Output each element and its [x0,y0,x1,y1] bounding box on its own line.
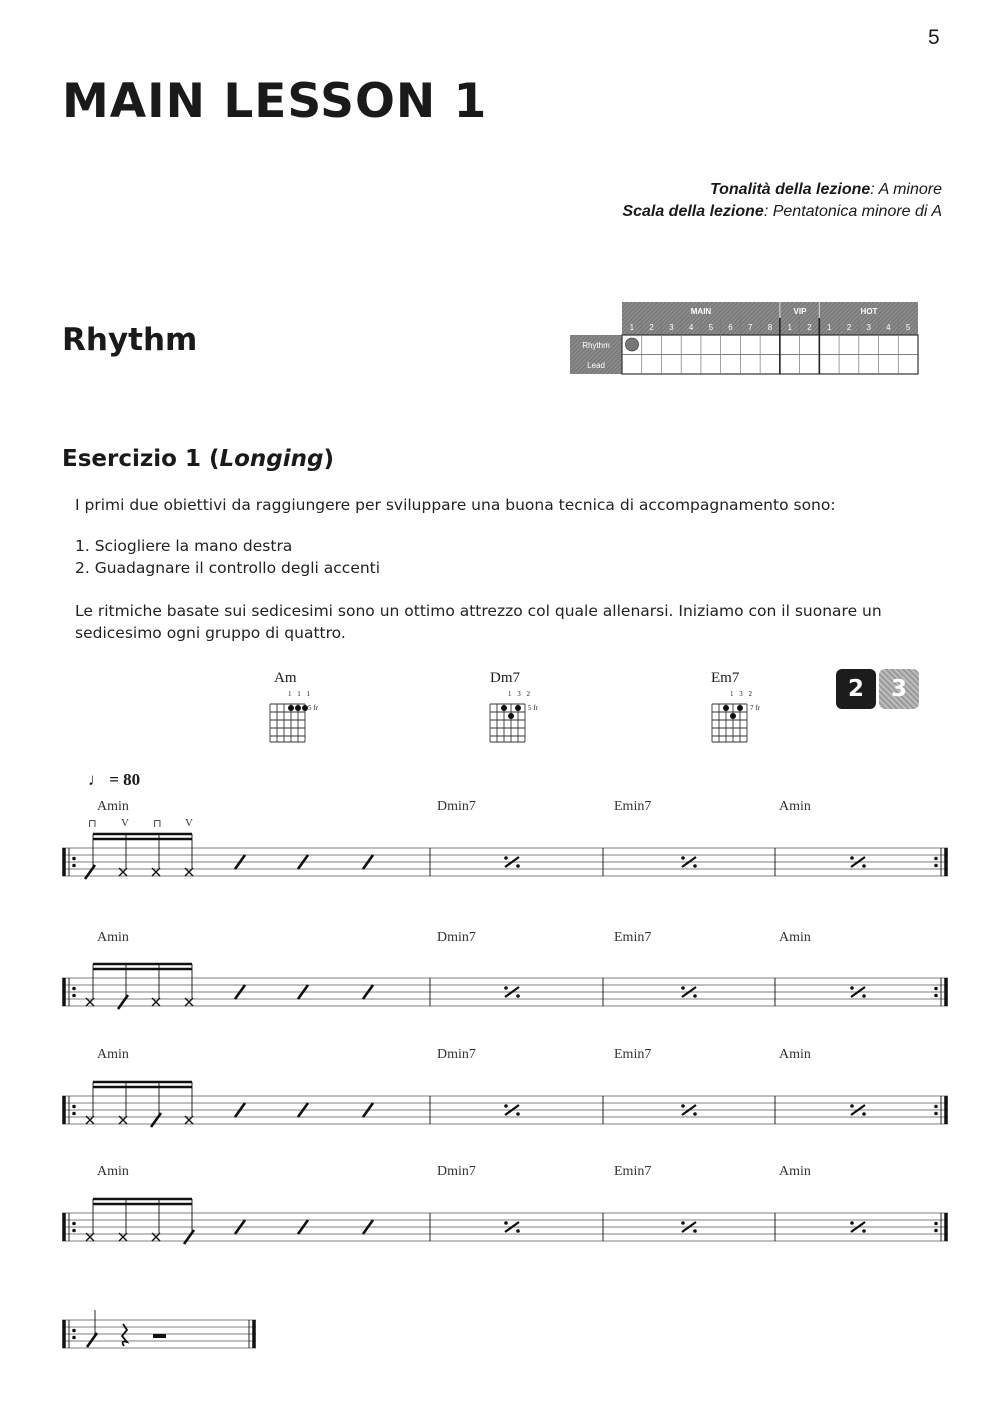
staff-chord-label: Amin [779,1164,811,1179]
section-title: Rhythm [62,322,198,358]
measure-repeat-dot [693,864,697,868]
table-col-number: 8 [767,323,773,332]
quarter-note-icon: ♩ [88,770,105,789]
pick-mark: V [121,817,129,829]
lesson-key-label: Tonalità della lezione [709,181,871,198]
staff-chord-label: Emin7 [614,1047,652,1062]
staff-chord-label: Dmin7 [437,1047,476,1062]
measure-repeat-dot [693,1229,697,1233]
table-col-number: 1 [826,323,832,332]
table-group-vip: VIP [793,307,807,316]
measure-repeat-dot [850,1221,854,1225]
track-badge-3: 3 [879,669,919,709]
page-title: MAIN LESSON 1 [62,74,488,129]
repeat-dot [934,1105,938,1109]
repeat-dot [934,1222,938,1226]
staff-chord-label: Emin7 [614,799,652,814]
fret-label: 5 fr [308,704,318,712]
exercise-title-song: Longing [219,446,324,472]
table-col-number: 4 [886,323,891,332]
repeat-dot [72,994,76,998]
table-row-lead: Lead [587,361,605,370]
table-row-rhythm: Rhythm [582,341,610,350]
staff-chord-label: Emin7 [614,1164,652,1179]
measure-repeat-dot [516,864,520,868]
table-group-hot: HOT [860,307,878,316]
measure-repeat-dot [681,986,685,990]
chord-fingering: 1 3 2 [508,690,532,698]
exercise-paragraph: Le ritmiche basate sui sedicesimi sono un ottimo attrezzo col quale allenarsi. Iniziamo con il suonare un sedicesimo ogni gruppo di quattro. [75,602,882,642]
measure-repeat-dot [516,1229,520,1233]
measure-repeat-dot [516,994,520,998]
chord-name: Dm7 [490,670,520,686]
table-col-number: 1 [629,323,635,332]
repeat-dot [72,1329,76,1333]
staff-chord-label: Amin [779,1047,811,1062]
repeat-dot [72,857,76,861]
measure-repeat-dot [850,986,854,990]
pick-mark: V [185,817,193,829]
table-col-number: 7 [748,323,753,332]
half-rest [153,1334,166,1338]
measure-repeat-dot [850,856,854,860]
measure-repeat-dot [862,1229,866,1233]
fret-label: 5 fr [528,704,538,712]
measure-repeat-dot [504,1221,508,1225]
track-badge-2: 2 [836,669,876,709]
repeat-dot [934,1229,938,1233]
staff-chord-label: Amin [97,1164,129,1179]
repeat-dot [934,864,938,868]
table-col-number: 4 [688,323,694,332]
measure-repeat-dot [516,1112,520,1116]
fret-label: 7 fr [750,704,760,712]
slash-notehead [184,1230,194,1244]
repeat-dot [72,864,76,868]
staff-chord-label: Amin [97,930,129,945]
measure-repeat-dot [681,1104,685,1108]
staff-chord-label: Amin [97,1047,129,1062]
pick-mark: ⊓ [153,818,162,830]
staff-chord-label: Amin [779,930,811,945]
measure-repeat-dot [862,1112,866,1116]
staff-chord-label: Dmin7 [437,799,476,814]
table-col-number: 2 [846,323,852,332]
measure-repeat-dot [862,864,866,868]
staff-chord-label: Amin [779,799,811,814]
staff-chord-label: Amin [97,799,129,814]
measure-repeat-dot [693,994,697,998]
table-col-number: 6 [728,323,733,332]
repeat-dot [72,987,76,991]
repeat-dot [934,987,938,991]
lesson-key-value: : A minore [870,181,942,198]
measure-repeat-dot [504,856,508,860]
pick-mark: ⊓ [88,818,97,830]
page-number: 5 [928,26,940,49]
table-col-number: 5 [708,323,714,332]
staff-chord-label: Dmin7 [437,1164,476,1179]
table-col-number: 2 [807,323,812,332]
staff-chord-label: Dmin7 [437,930,476,945]
measure-repeat-dot [504,1104,508,1108]
chord-name: Am [274,670,297,686]
measure-repeat-dot [850,1104,854,1108]
repeat-dot [934,994,938,998]
repeat-dot [72,1336,76,1340]
slash-notehead [151,1113,161,1127]
lesson-scale-value: : Pentatonica minore di A [763,203,942,220]
exercise-intro: I primi due obiettivi da raggiungere per sviluppare una buona tecnica di accompagnamento sono: [75,496,836,514]
repeat-dot [72,1105,76,1109]
measure-repeat-dot [693,1112,697,1116]
measure-repeat-dot [681,856,685,860]
exercise-title-suffix: ) [323,446,335,472]
table-col-number: 1 [787,323,792,332]
slash-notehead [87,1333,97,1347]
table-col-number: 2 [649,323,654,332]
table-group-main: MAIN [690,307,712,316]
slash-notehead [85,865,95,879]
chord-fingering: 1 3 2 [730,690,754,698]
measure-repeat-dot [504,986,508,990]
table-col-number: 3 [669,323,674,332]
repeat-dot [72,1112,76,1116]
table-col-number: 3 [866,323,871,332]
lesson-scale-label: Scala della lezione [622,203,764,220]
repeat-dot [72,1222,76,1226]
slash-notehead [118,995,128,1009]
repeat-dot [72,1229,76,1233]
repeat-dot [934,857,938,861]
staff-chord-label: Emin7 [614,930,652,945]
tempo-value: = 80 [109,770,141,789]
measure-repeat-dot [862,994,866,998]
measure-repeat-dot [681,1221,685,1225]
repeat-dot [934,1112,938,1116]
list-item: 1. Sciogliere la mano destra [75,537,293,555]
chord-name: Em7 [711,670,740,686]
chord-fingering: 1 1 1 [288,690,312,698]
table-col-number: 5 [905,323,911,332]
exercise-title-prefix: Esercizio 1 ( [62,446,220,472]
list-item: 2. Guadagnare il controllo degli accenti [75,559,381,577]
